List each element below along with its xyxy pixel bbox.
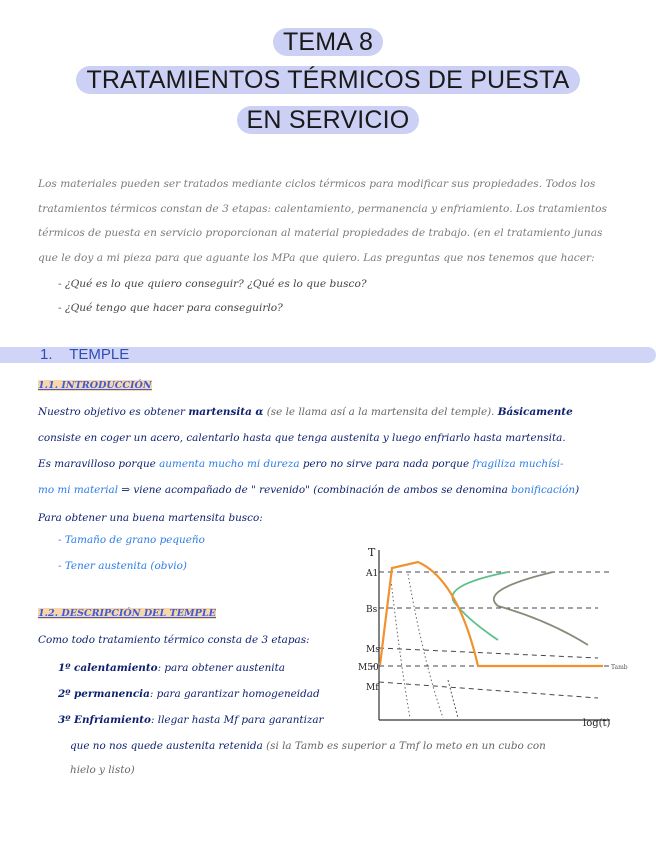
sub11-line-3: Es maravilloso porque aumenta mucho mi dureza pero no sirve para nada porque fragiliza muchísi- <box>38 458 564 470</box>
label-tamb: Tamb <box>611 664 628 671</box>
title-line-3: EN SERVICIO <box>0 106 656 135</box>
list-item-austenite: - Tener austenita (obvio) <box>58 560 187 572</box>
question-2: - ¿Qué tengo que hacer para conseguirlo? <box>58 302 283 314</box>
intro-paragraph <box>38 172 643 270</box>
stage-3-end: hielo y listo) <box>70 764 135 776</box>
subsection-1-1-title: 1.1. INTRODUCCIÓN <box>38 380 152 391</box>
label-a1: A1 <box>366 569 379 579</box>
y-axis-label: T <box>368 546 376 559</box>
stage-3: 3º Enfriamiento: llegar hasta Mf para garantizar <box>58 714 324 726</box>
sub12-line-1: Como todo tratamiento térmico consta de 3 etapas: <box>38 634 310 646</box>
title-line-2: TRATAMIENTOS TÉRMICOS DE PUESTA <box>0 66 656 95</box>
section-1-title: 1. TEMPLE <box>40 346 130 363</box>
intro-line-4: que le doy a mi pieza para que aguante los MPa que quiero. Las preguntas que nos tenemos que hacer: <box>38 251 595 264</box>
label-bs: Bs <box>366 605 378 615</box>
label-m50: M50 <box>358 663 379 673</box>
x-axis-label: log(t) <box>583 718 611 729</box>
intro-line-2: tratamientos térmicos constan de 3 etapas: calentamiento, permanencia y enfriamiento. Los tratamientos <box>38 202 607 215</box>
sub11-line-1: Nuestro objetivo es obtener martensita α (se le llama así a la martensita del temple). Básicamente <box>38 406 573 418</box>
title-line-1: TEMA 8 <box>0 28 656 57</box>
stage-1: 1º calentamiento: para obtener austenita <box>58 662 285 674</box>
label-mf: Mf <box>366 683 379 693</box>
ttt-diagram <box>348 540 638 730</box>
label-ms: Ms <box>366 645 380 655</box>
sub11-line-4: mo mi material ⇒ viene acompañado de " revenido" (combinación de ambos se denomina bonificación) <box>38 484 580 496</box>
question-1: - ¿Qué es lo que quiero conseguir? ¿Qué es lo que busco? <box>58 278 367 290</box>
sub11-line-5: Para obtener una buena martensita busco: <box>38 512 263 524</box>
intro-line-3: térmicos de puesta en servicio proporcionan al material propiedades de trabajo. (en el tratamiento junas <box>38 227 603 239</box>
intro-line-1: Los materiales pueden ser tratados mediante ciclos térmicos para modificar sus propiedades. Todos los <box>38 178 596 190</box>
sub11-line-2: consiste en coger un acero, calentarlo hasta que tenga austenita y luego enfriarlo hasta martensita. <box>38 432 566 444</box>
subsection-1-2-title: 1.2. DESCRIPCIÓN DEL TEMPLE <box>38 608 216 619</box>
stage-3-cont: que no nos quede austenita retenida (si la Tamb es superior a Tmf lo meto en un cubo con <box>70 740 546 752</box>
stage-2: 2º permanencia: para garantizar homogeneidad <box>58 688 320 700</box>
list-item-grain: - Tamaño de grano pequeño <box>58 534 205 546</box>
